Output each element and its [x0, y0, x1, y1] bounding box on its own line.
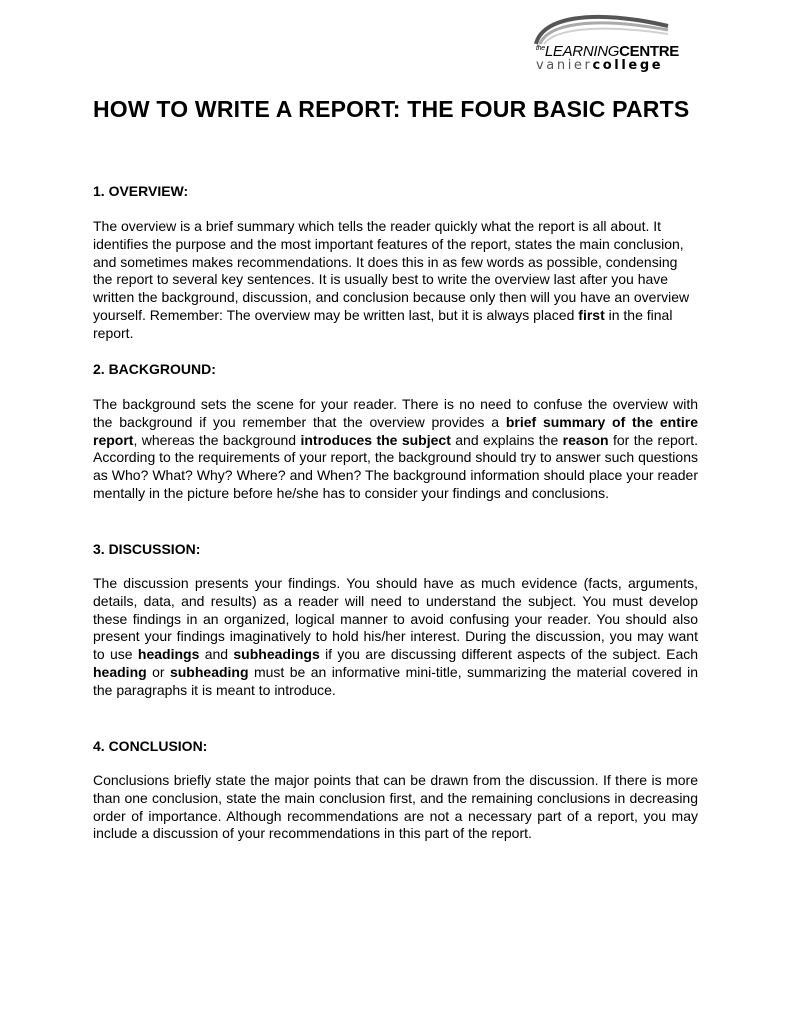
text-run: if you are discussing different aspects of the subject. Each [319, 646, 699, 663]
section-heading-overview: 1. OVERVIEW: [93, 183, 189, 199]
logo-top-prefix: the [536, 45, 545, 52]
logo-bottom-post: college [592, 58, 664, 73]
section-heading-conclusion: 4. CONCLUSION: [93, 738, 208, 754]
logo-bottom-pre: vanier [536, 58, 593, 73]
bold-phrase: headings [137, 646, 200, 663]
text-run: or [146, 663, 170, 680]
text-run: , whereas the background [133, 431, 301, 448]
text-run: and [199, 646, 234, 663]
logo-top-main: LEARNING [544, 43, 620, 60]
learning-centre-logo [530, 10, 680, 76]
section-paragraph-discussion [93, 575, 698, 700]
text-run: The discussion presents your findings. You should have as much evidence (facts, arguments, details, data, and results) as a reader will need to understand the subject. You must develop these findings in an organized, logical manner to avoid confusing your reader. You should also present your findings imaginatively to hold his/her interest. During the discussion, you may want to use [93, 575, 698, 663]
text-run: for the report. According to the requirements of your report, the background should try to answer such questions as Who? What? Why? Where? and When? The background information should place your reader mentally in the picture before he/she has to consider your findings and conclusions. [93, 431, 699, 501]
logo-bottom-text [536, 58, 663, 73]
bold-phrase: first [578, 306, 605, 323]
section-paragraph-overview [93, 218, 698, 343]
section-heading-discussion: 3. DISCUSSION: [93, 541, 201, 557]
text-run: in the final report. [93, 306, 673, 341]
section-heading-background: 2. BACKGROUND: [93, 361, 216, 377]
text-run: must be an informative mini-title, summarizing the material covered in the paragraphs it is meant to introduce. [93, 663, 698, 698]
section-paragraph-conclusion [93, 772, 698, 843]
document-title: HOW TO WRITE A REPORT: THE FOUR BASIC PARTS [93, 96, 690, 122]
bold-phrase: introduces the subject [300, 431, 451, 448]
text-run: and explains the [450, 431, 563, 448]
bold-phrase: heading [93, 663, 147, 680]
bold-phrase: brief summary of the entire report [93, 413, 698, 448]
bold-phrase: subheadings [233, 646, 320, 663]
bold-phrase: reason [562, 431, 609, 448]
text-run: The overview is a brief summary which tells the reader quickly what the report is all about. It identifies the purpose and the most important features of the report, states the main conclusion, and sometimes makes recommendations. It does this in as few words as possible, condensing the report to several key sentences. It is usually best to write the overview last after you have written the background, discussion, and conclusion because only then will you have an overview yourself. Remember: The overview may be written last, but it is always placed [93, 218, 690, 323]
logo-top-text [536, 40, 679, 60]
section-paragraph-background [93, 396, 698, 503]
text-run: Conclusions briefly state the major points that can be drawn from the discussion. If there is more than one conclusion, state the main conclusion first, and the remaining conclusions in decreasing order of importance. Although recommendations are not a necessary part of a report, you may include a discussion of your recommendations in this part of the report. [93, 772, 698, 842]
text-run: The background sets the scene for your reader. There is no need to confuse the overview with the background if you remember that the overview provides a [93, 396, 698, 430]
logo-top-end: CENTRE [619, 43, 680, 60]
bold-phrase: subheading [169, 663, 249, 680]
